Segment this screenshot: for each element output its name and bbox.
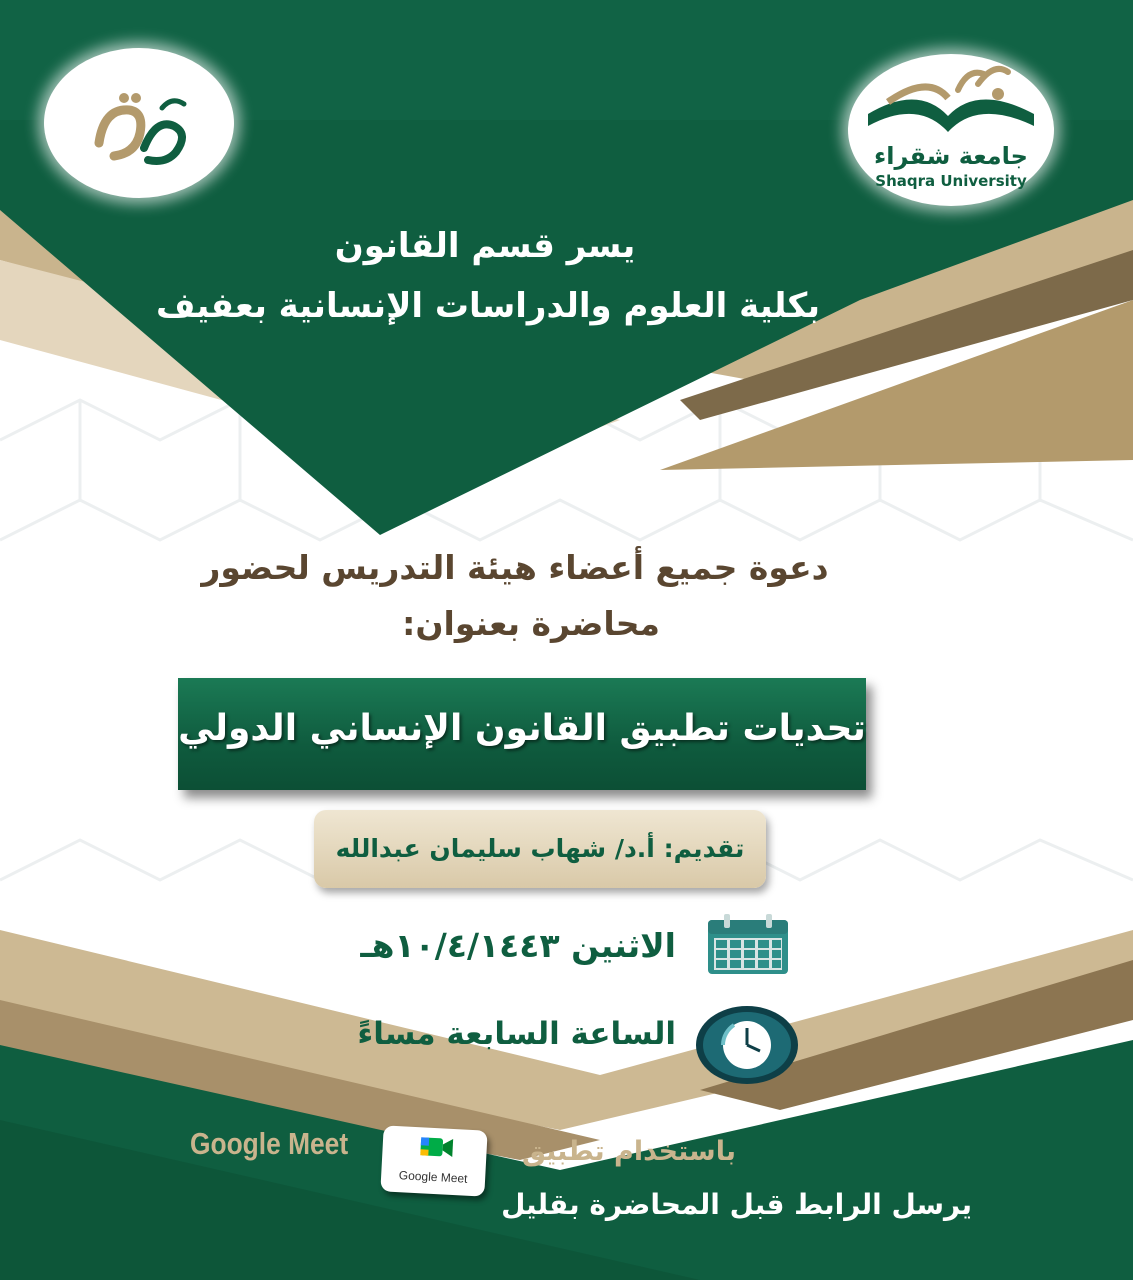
platform-name: Google Meet: [190, 1126, 349, 1161]
lecture-time: الساعة السابعة مساءً: [357, 1016, 676, 1052]
google-meet-icon: [380, 1125, 487, 1196]
lecture-title-box: [178, 678, 866, 790]
invitation-line-2: محاضرة بعنوان:: [402, 604, 660, 643]
lecture-date: الاثنين ١٠/٤/١٤٤٣هـ: [360, 926, 676, 965]
university-name-ar: جامعة شقراء: [874, 142, 1028, 170]
invite-calligraphy-icon: [44, 48, 234, 198]
header-line-1: يسر قسم القانون: [334, 226, 636, 266]
invitation-line-1: دعوة جميع أعضاء هيئة التدريس لحضور: [201, 548, 829, 587]
platform-using-label: باستخدام تطبيق: [521, 1136, 736, 1167]
meet-icon-caption: Google Meet: [398, 1168, 468, 1186]
clock-icon: [694, 1004, 800, 1086]
invite-logo: [44, 48, 234, 198]
university-logo: [848, 54, 1054, 206]
presenter-box: [314, 810, 766, 888]
link-note: يرسل الرابط قبل المحاضرة بقليل: [501, 1188, 972, 1221]
presenter-name: تقديم: أ.د/ شهاب سليمان عبدالله: [335, 834, 745, 863]
lecture-title: تحديات تطبيق القانون الإنساني الدولي: [178, 708, 866, 749]
calendar-icon: [706, 914, 790, 976]
header-line-2: بكلية العلوم والدراسات الإنسانية بعفيف: [156, 286, 820, 326]
university-name-en: Shaqra University: [875, 172, 1027, 190]
